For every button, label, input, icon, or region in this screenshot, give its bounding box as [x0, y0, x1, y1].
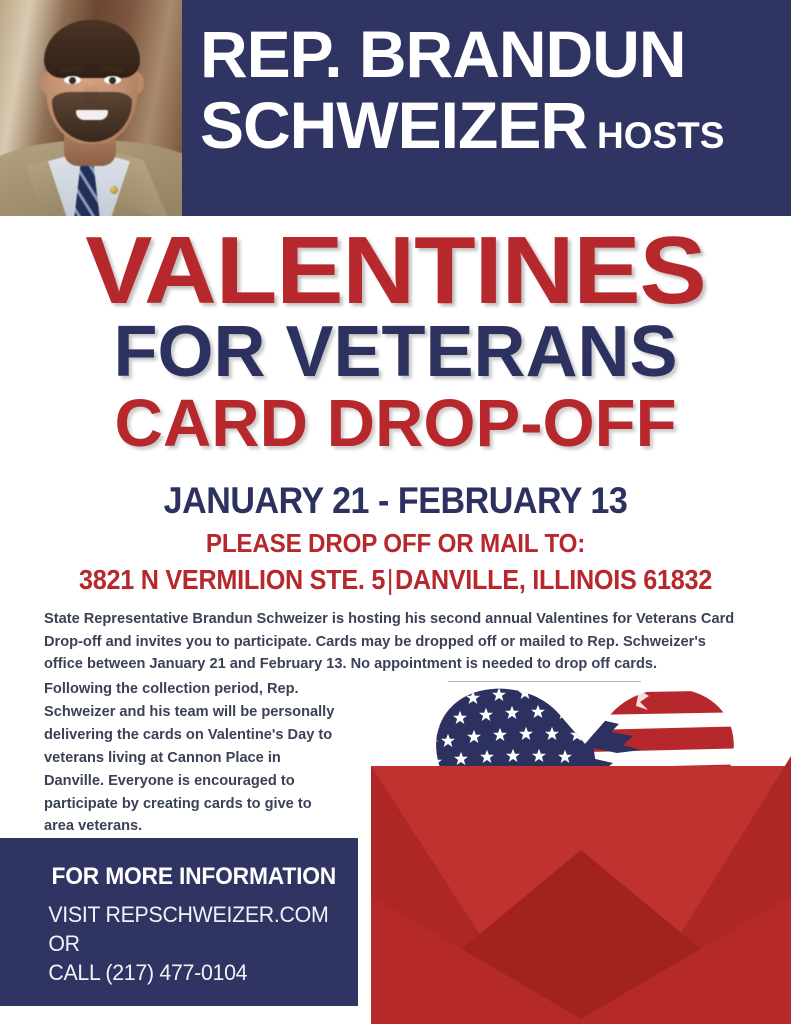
- drop-off-address: [40, 564, 752, 596]
- address-city-state-zip: DANVILLE, ILLINOIS 61832: [394, 564, 712, 595]
- header-band: [0, 0, 791, 216]
- title-valentines: VALENTINES: [85, 217, 706, 324]
- body-paragraph-2: Following the collection period, Rep. Schweizer and his team will be personally delivering the cards on Valentine's Day to veterans living at Cannon Place in Danville. Everyone is encouraged to participate by creating cards to give to area veterans.: [44, 681, 335, 835]
- footer-contact-band: [0, 838, 358, 1006]
- header-hosts-text: HOSTS: [597, 114, 725, 156]
- envelope-heart-illustration: [355, 660, 791, 1024]
- portrait-hair: [44, 20, 140, 78]
- footer-phone[interactable]: CALL (217) 477-0104: [48, 960, 248, 986]
- header-name-text: SCHWEIZER: [200, 87, 587, 162]
- title-card-drop-off: CARD DROP-OFF: [114, 386, 677, 462]
- portrait-right-pupil: [109, 77, 116, 84]
- main-title-group: [0, 217, 791, 462]
- footer-heading: FOR MORE INFORMATION: [51, 863, 337, 890]
- body-paragraph-1: State Representative Brandun Schweizer is hosting his second annual Valentines for Veterans Card Drop-off and invites you to participate. Cards may be dropped off or mailed to Rep. Schweizer's office between January 21 and February 13. No appointment is needed to drop off cards.: [44, 611, 735, 673]
- footer-website[interactable]: VISIT REPSCHWEIZER.COM: [48, 902, 329, 927]
- header-title-line2: [200, 87, 780, 162]
- footer-contact-lines: [48, 900, 328, 987]
- drop-off-instruction: PLEASE DROP OFF OR MAIL TO:: [205, 528, 586, 558]
- footer-or-text: OR: [48, 931, 80, 957]
- header-title-line1: REP. BRANDUN: [200, 17, 686, 91]
- representative-portrait-photo: [0, 0, 182, 216]
- header-title-group: [200, 17, 780, 162]
- portrait-smile: [76, 110, 108, 120]
- event-details-group: [0, 480, 791, 596]
- address-separator: |: [386, 564, 394, 595]
- portrait-lapel-pin: [110, 186, 118, 194]
- portrait-left-pupil: [69, 77, 76, 84]
- address-street: 3821 N VERMILION STE. 5: [79, 564, 386, 595]
- portrait-blur-layer: [0, 0, 182, 216]
- title-for-veterans: FOR VETERANS: [113, 311, 678, 392]
- event-date-range: JANUARY 21 - FEBRUARY 13: [163, 480, 628, 521]
